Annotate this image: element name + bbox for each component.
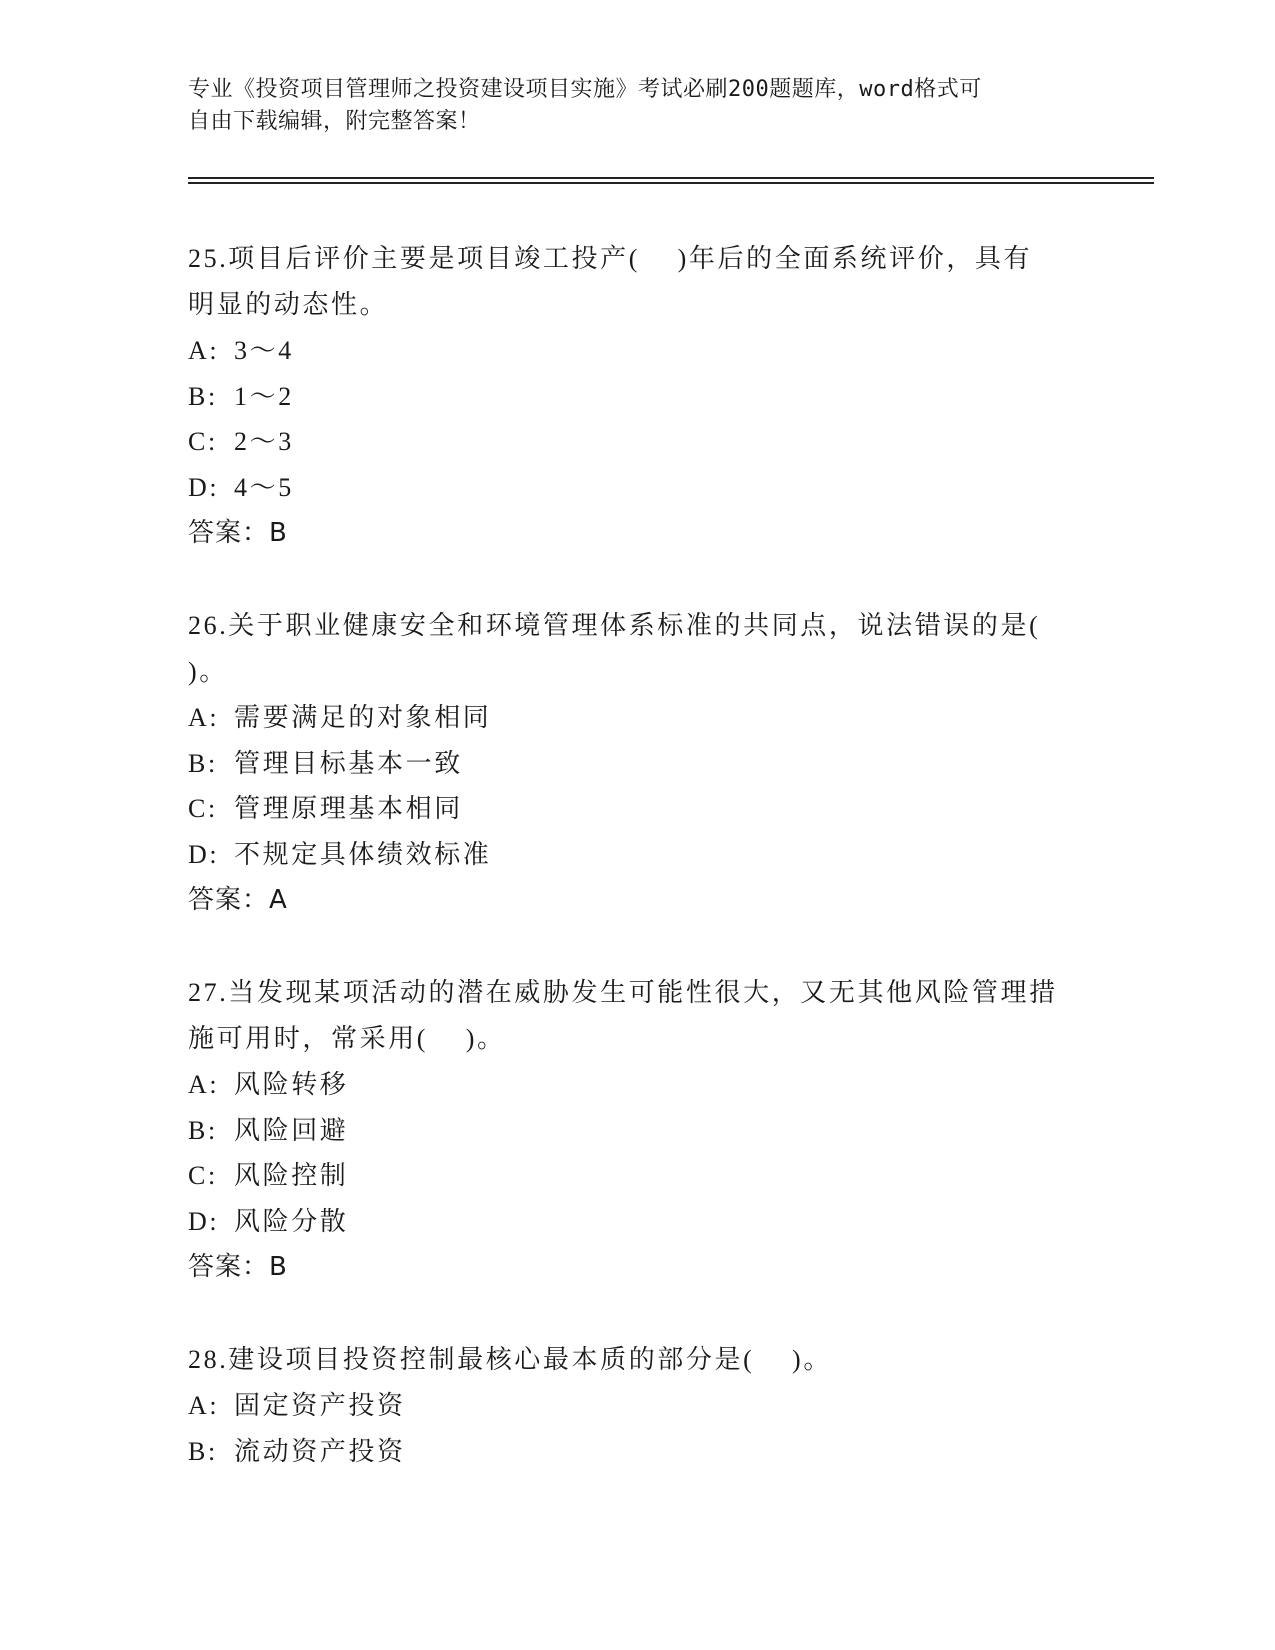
option-c bbox=[188, 786, 1088, 832]
option-c bbox=[188, 1153, 1088, 1199]
option-letter: C: bbox=[188, 427, 218, 456]
option-text: 4～5 bbox=[234, 472, 294, 502]
option-text: 管理目标基本一致 bbox=[234, 748, 463, 778]
question-27 bbox=[188, 970, 1088, 1290]
option-letter: C: bbox=[188, 794, 218, 823]
question-stem-line: 28.建设项目投资控制最核心最本质的部分是( )。 bbox=[188, 1345, 832, 1374]
option-b bbox=[188, 1108, 1088, 1154]
option-letter: D: bbox=[188, 472, 220, 502]
option-d bbox=[188, 465, 1088, 511]
option-letter: B: bbox=[188, 748, 218, 778]
option-letter: B: bbox=[188, 1115, 218, 1145]
option-text: 1～2 bbox=[234, 381, 294, 411]
option-c bbox=[188, 419, 1088, 465]
answer-line: 答案：B bbox=[188, 1252, 288, 1282]
question-stem-line: 27.当发现某项活动的潜在威胁发生可能性很大，又无其他风险管理措 bbox=[188, 978, 1058, 1007]
question-stem-line: 明显的动态性。 bbox=[188, 290, 389, 319]
header-divider-top bbox=[188, 177, 1154, 179]
option-letter: A: bbox=[188, 1391, 220, 1420]
option-text: 风险回避 bbox=[234, 1115, 349, 1145]
option-text: 流动资产投资 bbox=[234, 1436, 406, 1466]
header-line-2: 自由下载编辑，附完整答案！ bbox=[188, 109, 481, 134]
question-stem-line: )。 bbox=[188, 657, 228, 686]
question-25 bbox=[188, 236, 1088, 556]
answer-line: 答案：B bbox=[188, 518, 288, 548]
question-28 bbox=[188, 1337, 1088, 1474]
option-a bbox=[188, 1062, 1088, 1108]
option-text: 风险分散 bbox=[234, 1206, 349, 1236]
option-text: 管理原理基本相同 bbox=[234, 794, 463, 823]
option-a bbox=[188, 328, 1088, 374]
option-b bbox=[188, 1429, 1088, 1475]
option-a bbox=[188, 695, 1088, 741]
option-letter: B: bbox=[188, 381, 218, 411]
document-header bbox=[188, 74, 1068, 138]
option-text: 需要满足的对象相同 bbox=[234, 703, 492, 732]
option-d bbox=[188, 832, 1088, 878]
option-text: 3～4 bbox=[234, 336, 294, 365]
question-stem-line: 25.项目后评价主要是项目竣工投产( )年后的全面系统评价，具有 bbox=[188, 244, 1033, 273]
option-letter: C: bbox=[188, 1161, 218, 1190]
option-letter: A: bbox=[188, 336, 220, 365]
option-letter: D: bbox=[188, 1206, 220, 1236]
option-b bbox=[188, 741, 1088, 787]
option-text: 风险控制 bbox=[234, 1161, 349, 1190]
option-text: 2～3 bbox=[234, 427, 294, 456]
option-text: 风险转移 bbox=[234, 1070, 349, 1099]
question-stem-line: 26.关于职业健康安全和环境管理体系标准的共同点，说法错误的是( bbox=[188, 611, 1041, 640]
option-letter: A: bbox=[188, 1070, 220, 1099]
option-letter: D: bbox=[188, 839, 220, 869]
option-letter: A: bbox=[188, 703, 220, 732]
answer-line: 答案：A bbox=[188, 885, 288, 915]
question-26 bbox=[188, 603, 1088, 923]
option-a bbox=[188, 1383, 1088, 1429]
header-divider-bottom bbox=[188, 182, 1154, 184]
option-d bbox=[188, 1199, 1088, 1245]
header-line-1: 专业《投资项目管理师之投资建设项目实施》考试必刷200题题库，word格式可 bbox=[188, 77, 982, 102]
question-list bbox=[188, 236, 1088, 1521]
question-stem-line: 施可用时，常采用( )。 bbox=[188, 1024, 506, 1053]
option-letter: B: bbox=[188, 1436, 218, 1466]
option-text: 不规定具体绩效标准 bbox=[234, 839, 492, 869]
option-b bbox=[188, 374, 1088, 420]
option-text: 固定资产投资 bbox=[234, 1391, 406, 1420]
